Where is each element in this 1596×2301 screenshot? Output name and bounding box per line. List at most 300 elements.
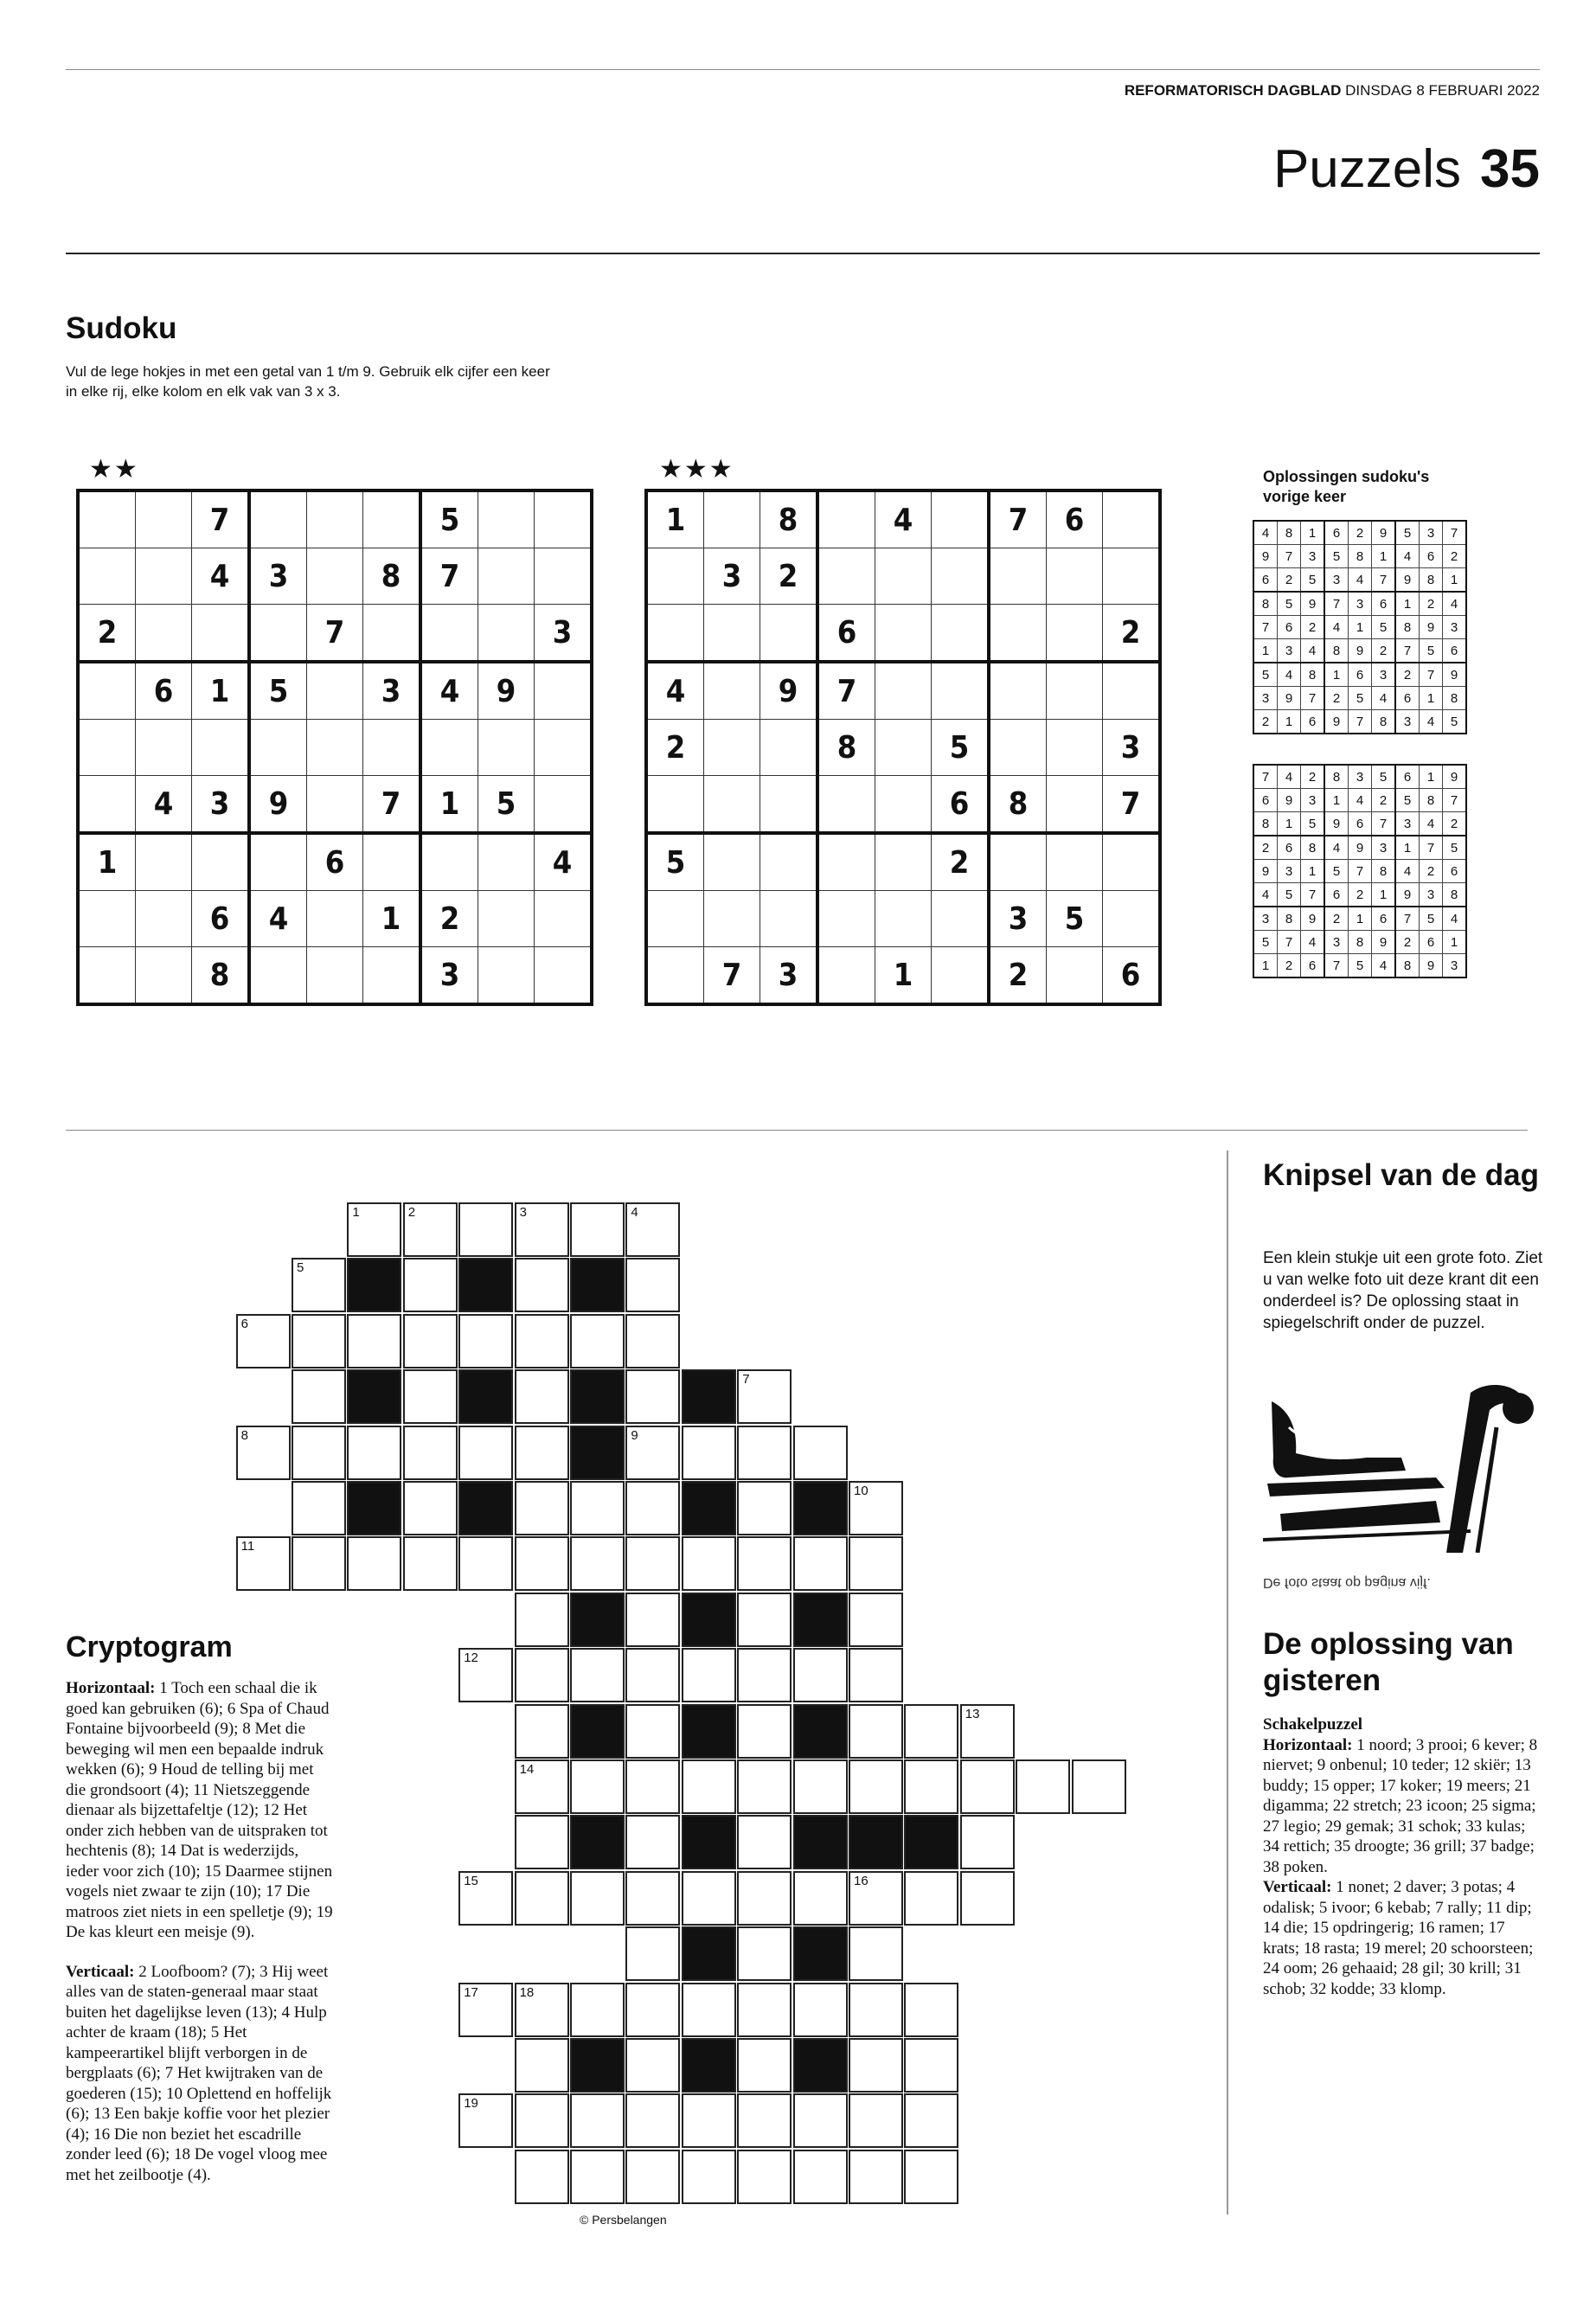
- sudoku-cell: 2: [989, 947, 1047, 1005]
- solution-cell: 9: [1372, 931, 1396, 954]
- sudoku-grid-2: [644, 489, 1162, 1006]
- cw-cell[interactable]: [904, 2093, 958, 2148]
- cw-clue-number: 18: [519, 1984, 535, 2000]
- cw-cell[interactable]: [458, 1314, 513, 1368]
- cw-cell[interactable]: [515, 1593, 569, 1647]
- cw-cell[interactable]: [458, 1648, 513, 1702]
- solution-cell: 5: [1420, 907, 1443, 931]
- solution-cell: 3: [1301, 545, 1325, 568]
- solution-cell: 4: [1301, 639, 1325, 663]
- sudoku-cell: 3: [363, 662, 421, 720]
- cw-cell[interactable]: [904, 1759, 958, 1814]
- header-rule: [66, 253, 1540, 254]
- cw-cell[interactable]: [793, 1536, 848, 1591]
- solution-cell: 5: [1301, 812, 1325, 836]
- solution-cell: 2: [1443, 545, 1467, 568]
- solution-cell: 7: [1253, 616, 1278, 639]
- cw-cell[interactable]: [625, 1258, 680, 1312]
- sudoku-cell: [136, 720, 192, 776]
- solution-cell: 4: [1324, 836, 1349, 860]
- sudoku-cell: [363, 833, 421, 891]
- solution-cell: 1: [1253, 639, 1278, 663]
- cw-cell[interactable]: [515, 1258, 569, 1312]
- cw-clue-number: 4: [631, 1205, 638, 1220]
- solution-cell: 6: [1395, 687, 1420, 710]
- cw-cell[interactable]: [849, 2150, 903, 2204]
- cw-black-cell: [570, 1258, 625, 1312]
- sudoku-cell: 2: [420, 891, 478, 947]
- solution-cell: 9: [1349, 836, 1372, 860]
- cw-cell[interactable]: [347, 1426, 401, 1480]
- cw-cell[interactable]: [849, 1759, 903, 1814]
- cw-cell[interactable]: [682, 1536, 736, 1591]
- sudoku-cell: [1103, 833, 1161, 891]
- sudoku-cell: [817, 548, 875, 605]
- cw-cell[interactable]: [737, 1926, 792, 1981]
- cw-cell[interactable]: [849, 1871, 903, 1926]
- sudoku-cell: [704, 605, 760, 663]
- cw-cell[interactable]: [904, 1983, 958, 2037]
- solution-cell: 1: [1420, 687, 1443, 710]
- cw-cell[interactable]: [904, 1871, 958, 1926]
- cw-cell[interactable]: [570, 1314, 625, 1368]
- cw-cell[interactable]: [737, 1426, 792, 1480]
- cw-cell[interactable]: [515, 1426, 569, 1480]
- solution-cell: 9: [1420, 954, 1443, 978]
- cw-cell[interactable]: [515, 2093, 569, 2148]
- solution-cell: 4: [1443, 592, 1467, 616]
- cw-cell[interactable]: [570, 2150, 625, 2204]
- sudoku-cell: [363, 490, 421, 548]
- sudoku-cell: 3: [420, 947, 478, 1005]
- solution-cell: 2: [1278, 954, 1301, 978]
- cw-cell[interactable]: [849, 1536, 903, 1591]
- sudoku-cell: 2: [78, 605, 136, 663]
- cw-cell[interactable]: [458, 1426, 513, 1480]
- solutions-title: Oplossingen sudoku's vorige keer: [1263, 468, 1430, 505]
- sudoku-cell: [136, 891, 192, 947]
- cw-black-cell: [682, 1481, 736, 1535]
- cw-cell[interactable]: [292, 1258, 346, 1312]
- cw-cell[interactable]: [292, 1314, 346, 1368]
- solution-cell: 3: [1443, 954, 1467, 978]
- cw-cell[interactable]: [625, 1648, 680, 1702]
- sudoku-cell: [249, 720, 307, 776]
- sudoku-cell: 8: [363, 548, 421, 605]
- sudoku-cell: [78, 891, 136, 947]
- sudoku-cell: 3: [760, 947, 818, 1005]
- section-rule: [66, 1130, 1528, 1131]
- cw-cell[interactable]: [236, 1426, 291, 1480]
- cw-black-cell: [793, 2038, 848, 2093]
- solution-cell: 1: [1349, 907, 1372, 931]
- cw-cell[interactable]: [960, 1815, 1015, 1869]
- cw-cell[interactable]: [737, 1704, 792, 1759]
- cw-cell[interactable]: [737, 1815, 792, 1869]
- solution-cell: 5: [1278, 592, 1301, 616]
- cw-cell[interactable]: [458, 1871, 513, 1926]
- copyright: © Persbelangen: [580, 2213, 667, 2227]
- sudoku-cell: [646, 548, 704, 605]
- sudoku-cell: 6: [817, 605, 875, 663]
- cw-cell[interactable]: [292, 1369, 346, 1424]
- cw-cell[interactable]: [849, 1704, 903, 1759]
- solution-cell: 5: [1349, 954, 1372, 978]
- cw-cell[interactable]: [904, 1704, 958, 1759]
- cw-cell[interactable]: [625, 2150, 680, 2204]
- cw-cell[interactable]: [625, 1369, 680, 1424]
- cw-cell[interactable]: [737, 1369, 792, 1424]
- cw-cell[interactable]: [515, 1815, 569, 1869]
- cw-cell[interactable]: [625, 1704, 680, 1759]
- solution-cell: 2: [1395, 663, 1420, 687]
- sudoku-cell: [478, 548, 535, 605]
- sudoku-cell: [78, 662, 136, 720]
- cw-cell[interactable]: [1016, 1759, 1070, 1814]
- cw-black-cell: [682, 1704, 736, 1759]
- sudoku-cell: 4: [192, 548, 250, 605]
- sudoku-cell: 9: [249, 776, 307, 834]
- sudoku-cell: [78, 947, 136, 1005]
- cw-cell[interactable]: [960, 1871, 1015, 1926]
- cw-cell[interactable]: [458, 1202, 513, 1257]
- cw-cell[interactable]: [625, 1815, 680, 1869]
- cw-cell[interactable]: [570, 1983, 625, 2037]
- cw-cell[interactable]: [570, 1648, 625, 1702]
- solution-cell: 3: [1443, 616, 1467, 639]
- cw-clue-number: 14: [519, 1762, 535, 1777]
- page-number: 35: [1480, 139, 1540, 199]
- sudoku-cell: [249, 833, 307, 891]
- cw-cell[interactable]: [292, 1481, 346, 1535]
- cw-cell[interactable]: [403, 1369, 458, 1424]
- sudoku-cell: 3: [192, 776, 250, 834]
- cw-cell[interactable]: [682, 1983, 736, 2037]
- cw-cell[interactable]: [515, 1536, 569, 1591]
- sudoku-cell: [875, 891, 932, 947]
- cw-black-cell: [570, 1704, 625, 1759]
- sudoku-cell: [760, 720, 818, 776]
- sudoku-cell: [704, 490, 760, 548]
- solution-cell: 5: [1420, 639, 1443, 663]
- cw-cell[interactable]: [793, 1759, 848, 1814]
- cw-cell[interactable]: [737, 1593, 792, 1647]
- solution-cell: 3: [1324, 568, 1349, 593]
- sudoku-cell: [478, 490, 535, 548]
- cw-cell[interactable]: [793, 2150, 848, 2204]
- clues-horizontal-text: 1 Toch een schaal die ik goed kan gebruiken (6); 6 Spa of Chaud Fontaine bijvoorbeeld (9); 8 Met die beweging wil men een bepaalde indruk wekken (6); 9 Houd de telling bij met die grondsoort (4); 11 Nietszeggende dienaar als bijzettafeltje (12); 12 Het onder zich hebben van de uitspraken tot hechtenis (8); 14 Dat is wederzijds, ieder voor zich (10); 15 Daarmee stijnen vogels niet zwaar te zijn (10); 17 Die matroos ziet niets in een spelletje (9); 19 De kas kleurt een meisje (9).: [66, 1679, 333, 1941]
- sudoku-cell: [817, 490, 875, 548]
- sudoku-cell: 1: [192, 662, 250, 720]
- solution-cell: 6: [1278, 616, 1301, 639]
- solution-cell: 1: [1324, 663, 1349, 687]
- sudoku-cell: [478, 605, 535, 663]
- cw-clue-number: 19: [464, 2096, 478, 2112]
- cw-cell[interactable]: [682, 2150, 736, 2204]
- cw-cell[interactable]: [625, 1481, 680, 1535]
- cw-cell[interactable]: [515, 1983, 569, 2037]
- solution-cell: 6: [1420, 545, 1443, 568]
- solution-cell: 3: [1395, 812, 1420, 836]
- cw-cell[interactable]: [904, 2150, 958, 2204]
- sudoku-cell: [1047, 548, 1103, 605]
- cw-cell[interactable]: [737, 1536, 792, 1591]
- sudoku-cell: [932, 891, 990, 947]
- cw-cell[interactable]: [793, 1648, 848, 1702]
- sudoku-cell: 6: [932, 776, 990, 834]
- cw-cell[interactable]: [403, 1258, 458, 1312]
- sudoku-cell: 4: [875, 490, 932, 548]
- sudoku-cell: [704, 776, 760, 834]
- solution-cell: 6: [1253, 789, 1278, 812]
- cw-clue-number: 7: [742, 1372, 750, 1388]
- cw-cell[interactable]: [403, 1314, 458, 1368]
- cw-cell[interactable]: [737, 1759, 792, 1814]
- cw-cell[interactable]: [849, 1593, 903, 1647]
- cw-cell[interactable]: [458, 1536, 513, 1591]
- sudoku-cell: [760, 776, 818, 834]
- cw-cell[interactable]: [515, 1704, 569, 1759]
- cw-cell[interactable]: [515, 1202, 569, 1257]
- cw-cell[interactable]: [403, 1202, 458, 1257]
- cw-cell[interactable]: [960, 1704, 1015, 1759]
- cw-cell[interactable]: [515, 2038, 569, 2093]
- solution-cell: 2: [1301, 616, 1325, 639]
- cw-cell[interactable]: [849, 1926, 903, 1981]
- cw-cell[interactable]: [292, 1536, 346, 1591]
- sudoku-cell: [1047, 947, 1103, 1005]
- cw-cell[interactable]: [515, 1314, 569, 1368]
- solution-cell: 6: [1443, 639, 1467, 663]
- cw-cell[interactable]: [682, 1871, 736, 1926]
- solution-cell: 1: [1349, 616, 1372, 639]
- sudoku-cell: [646, 605, 704, 663]
- cw-cell[interactable]: [1072, 1759, 1126, 1814]
- sudoku-cell: [760, 891, 818, 947]
- solution-cell: 7: [1420, 663, 1443, 687]
- cw-cell[interactable]: [625, 1536, 680, 1591]
- sudoku-cell: 6: [307, 833, 363, 891]
- solution-cell: 5: [1324, 545, 1349, 568]
- solution-cell: 2: [1443, 812, 1467, 836]
- sudoku-cell: 5: [932, 720, 990, 776]
- sudoku-cell: [420, 720, 478, 776]
- cw-black-cell: [793, 1926, 848, 1981]
- cw-cell[interactable]: [570, 1759, 625, 1814]
- sudoku-cell: 1: [646, 490, 704, 548]
- cw-cell[interactable]: [347, 1536, 401, 1591]
- solution-cell: 1: [1372, 883, 1396, 907]
- cw-cell[interactable]: [625, 1202, 680, 1257]
- cw-cell[interactable]: [515, 1481, 569, 1535]
- cw-cell[interactable]: [458, 1983, 513, 2037]
- solution-cell: 4: [1395, 860, 1420, 883]
- sudoku-cell: [989, 548, 1047, 605]
- solution-cell: 2: [1253, 710, 1278, 734]
- cw-cell[interactable]: [793, 1871, 848, 1926]
- cw-cell[interactable]: [570, 1536, 625, 1591]
- cw-cell[interactable]: [515, 1759, 569, 1814]
- cw-cell[interactable]: [849, 1481, 903, 1535]
- solution-cell: 2: [1372, 639, 1396, 663]
- cw-cell[interactable]: [682, 1426, 736, 1480]
- cw-cell[interactable]: [515, 1369, 569, 1424]
- sudoku-cell: [817, 947, 875, 1005]
- cw-cell[interactable]: [737, 2038, 792, 2093]
- solution-cell: 6: [1301, 710, 1325, 734]
- solution-cell: 8: [1324, 639, 1349, 663]
- clues-vertical-label: Verticaal:: [66, 1962, 135, 1981]
- cw-cell[interactable]: [515, 2150, 569, 2204]
- sudoku-cell: 8: [989, 776, 1047, 834]
- clues-vertical-text: 2 Loofboom? (7); 3 Hij weet alles van de staten-generaal maar staat buiten het dagelijkse leven (13); 4 Hulp achter de kraam (18); 5 Het kampeerartikel blijft verborgen in de bergplaats (6); 7 Het kwijtraken van de goederen (15); 10 Oplettend en hoffelijk (6); 13 Een bakje koffie voor het plezier (4); 16 Die non beziet het escadrille zonder leed (6); 18 De vogel vloog mee met het zeilbootje (4).: [66, 1962, 332, 2184]
- solution-cell: 6: [1372, 907, 1396, 931]
- solution-cell: 9: [1301, 907, 1325, 931]
- cw-cell[interactable]: [236, 1536, 291, 1591]
- solution-cell: 7: [1301, 687, 1325, 710]
- cw-cell[interactable]: [849, 2038, 903, 2093]
- sudoku-cell: [989, 662, 1047, 720]
- cw-cell[interactable]: [347, 1202, 401, 1257]
- solution-horizontal: 1 noord; 3 prooi; 6 kever; 8 niervet; 9 onbenul; 10 teder; 12 skiër; 13 buddy; 15 opper; 17 koker; 19 meers; 21 digamma; 22 stretch; 23 icoon; 25 sigma; 27 legio; 29 gemak; 31 schok; 33 kulas; 34 rettich; 35 droogte; 36 grill; 37 badge; 38 poken.: [1263, 1735, 1538, 1876]
- cw-cell[interactable]: [625, 1426, 680, 1480]
- solution-cell: 3: [1278, 860, 1301, 883]
- solution-cell: 8: [1420, 789, 1443, 812]
- cw-cell[interactable]: [682, 1648, 736, 1702]
- sudoku-cell: [932, 490, 990, 548]
- cw-cell[interactable]: [625, 1871, 680, 1926]
- cw-cell[interactable]: [737, 1648, 792, 1702]
- sudoku-cell: 1: [363, 891, 421, 947]
- solution-cell: 4: [1443, 907, 1467, 931]
- sudoku-cell: [478, 891, 535, 947]
- solution-cell: 9: [1324, 710, 1349, 734]
- sudoku-cell: [78, 490, 136, 548]
- solution-cell: 2: [1349, 883, 1372, 907]
- cw-cell[interactable]: [793, 2093, 848, 2148]
- sudoku-cell: 2: [1103, 605, 1161, 663]
- sudoku-cell: [478, 720, 535, 776]
- solution-text: [1263, 1715, 1540, 1999]
- solution-cell: 6: [1278, 836, 1301, 860]
- sudoku-cell: [704, 662, 760, 720]
- cw-cell[interactable]: [515, 1871, 569, 1926]
- sudoku-cell: [136, 548, 192, 605]
- solution-cell: 2: [1278, 568, 1301, 593]
- sudoku-cell: [307, 720, 363, 776]
- cw-cell[interactable]: [570, 1481, 625, 1535]
- solution-cell: 4: [1278, 765, 1301, 789]
- sudoku-cell: 7: [704, 947, 760, 1005]
- sudoku-cell: [989, 605, 1047, 663]
- sudoku-cell: 6: [192, 891, 250, 947]
- cw-cell[interactable]: [625, 2038, 680, 2093]
- sudoku-cell: [136, 833, 192, 891]
- cw-cell[interactable]: [625, 1926, 680, 1981]
- cw-cell[interactable]: [292, 1426, 346, 1480]
- cw-black-cell: [793, 1481, 848, 1535]
- cw-cell[interactable]: [347, 1314, 401, 1368]
- cw-cell[interactable]: [849, 2093, 903, 2148]
- sudoku-cell: [704, 720, 760, 776]
- cw-cell[interactable]: [570, 1871, 625, 1926]
- cw-cell[interactable]: [515, 1648, 569, 1702]
- sudoku-cell: [78, 548, 136, 605]
- cw-cell[interactable]: [737, 2150, 792, 2204]
- solution-cell: 6: [1372, 592, 1396, 616]
- sudoku-cell: [932, 947, 990, 1005]
- cw-cell[interactable]: [236, 1314, 291, 1368]
- cw-cell[interactable]: [625, 1983, 680, 2037]
- solution-cell: 8: [1349, 545, 1372, 568]
- sudoku-cell: [760, 605, 818, 663]
- sudoku-cell: [932, 662, 990, 720]
- cw-black-cell: [347, 1481, 401, 1535]
- cw-cell[interactable]: [849, 1648, 903, 1702]
- cw-cell[interactable]: [625, 1593, 680, 1647]
- sudoku-cell: 4: [535, 833, 593, 891]
- solution-cell: 5: [1278, 883, 1301, 907]
- cw-black-cell: [347, 1369, 401, 1424]
- sudoku-cell: [875, 776, 932, 834]
- cw-cell[interactable]: [737, 1871, 792, 1926]
- cw-cell[interactable]: [625, 1314, 680, 1368]
- cw-cell[interactable]: [682, 1759, 736, 1814]
- cw-cell[interactable]: [904, 2038, 958, 2093]
- cw-cell[interactable]: [793, 1983, 848, 2037]
- solution-cell: 5: [1443, 710, 1467, 734]
- cw-cell[interactable]: [570, 1202, 625, 1257]
- solution-cell: 2: [1349, 521, 1372, 545]
- knipsel-solution-mirrored: De foto staat op pagina vijf.: [1263, 1575, 1431, 1590]
- cw-cell[interactable]: [960, 1759, 1015, 1814]
- cw-cell[interactable]: [570, 2093, 625, 2148]
- cw-cell[interactable]: [793, 1426, 848, 1480]
- cw-cell[interactable]: [737, 2093, 792, 2148]
- solution-cell: 5: [1395, 789, 1420, 812]
- solution-cell: 3: [1301, 789, 1325, 812]
- solution-cell: 2: [1420, 860, 1443, 883]
- cw-cell[interactable]: [682, 2093, 736, 2148]
- cw-cell[interactable]: [403, 1426, 458, 1480]
- sudoku-cell: 8: [192, 947, 250, 1005]
- solution-cell: 3: [1278, 639, 1301, 663]
- column-divider: [1227, 1150, 1228, 2214]
- sudoku-cell: [307, 548, 363, 605]
- sudoku-cell: [1047, 776, 1103, 834]
- cw-cell[interactable]: [403, 1481, 458, 1535]
- cw-cell[interactable]: [737, 1983, 792, 2037]
- sudoku-cell: [1103, 891, 1161, 947]
- cw-cell[interactable]: [625, 1759, 680, 1814]
- solution-cell: 6: [1349, 812, 1372, 836]
- cw-black-cell: [682, 2038, 736, 2093]
- cw-cell[interactable]: [458, 2093, 513, 2148]
- cw-cell[interactable]: [737, 1481, 792, 1535]
- sudoku-cell: 3: [535, 605, 593, 663]
- sudoku-cell: [307, 776, 363, 834]
- solution-cell: 1: [1278, 812, 1301, 836]
- cw-cell[interactable]: [625, 2093, 680, 2148]
- sudoku-cell: 7: [307, 605, 363, 663]
- cw-cell[interactable]: [403, 1536, 458, 1591]
- sudoku-cell: [535, 776, 593, 834]
- cw-cell[interactable]: [849, 1983, 903, 2037]
- cw-black-cell: [570, 1815, 625, 1869]
- solution-puzzle-name: Schakelpuzzel: [1263, 1715, 1363, 1734]
- solution-cell: 4: [1420, 812, 1443, 836]
- sudoku-cell: [363, 605, 421, 663]
